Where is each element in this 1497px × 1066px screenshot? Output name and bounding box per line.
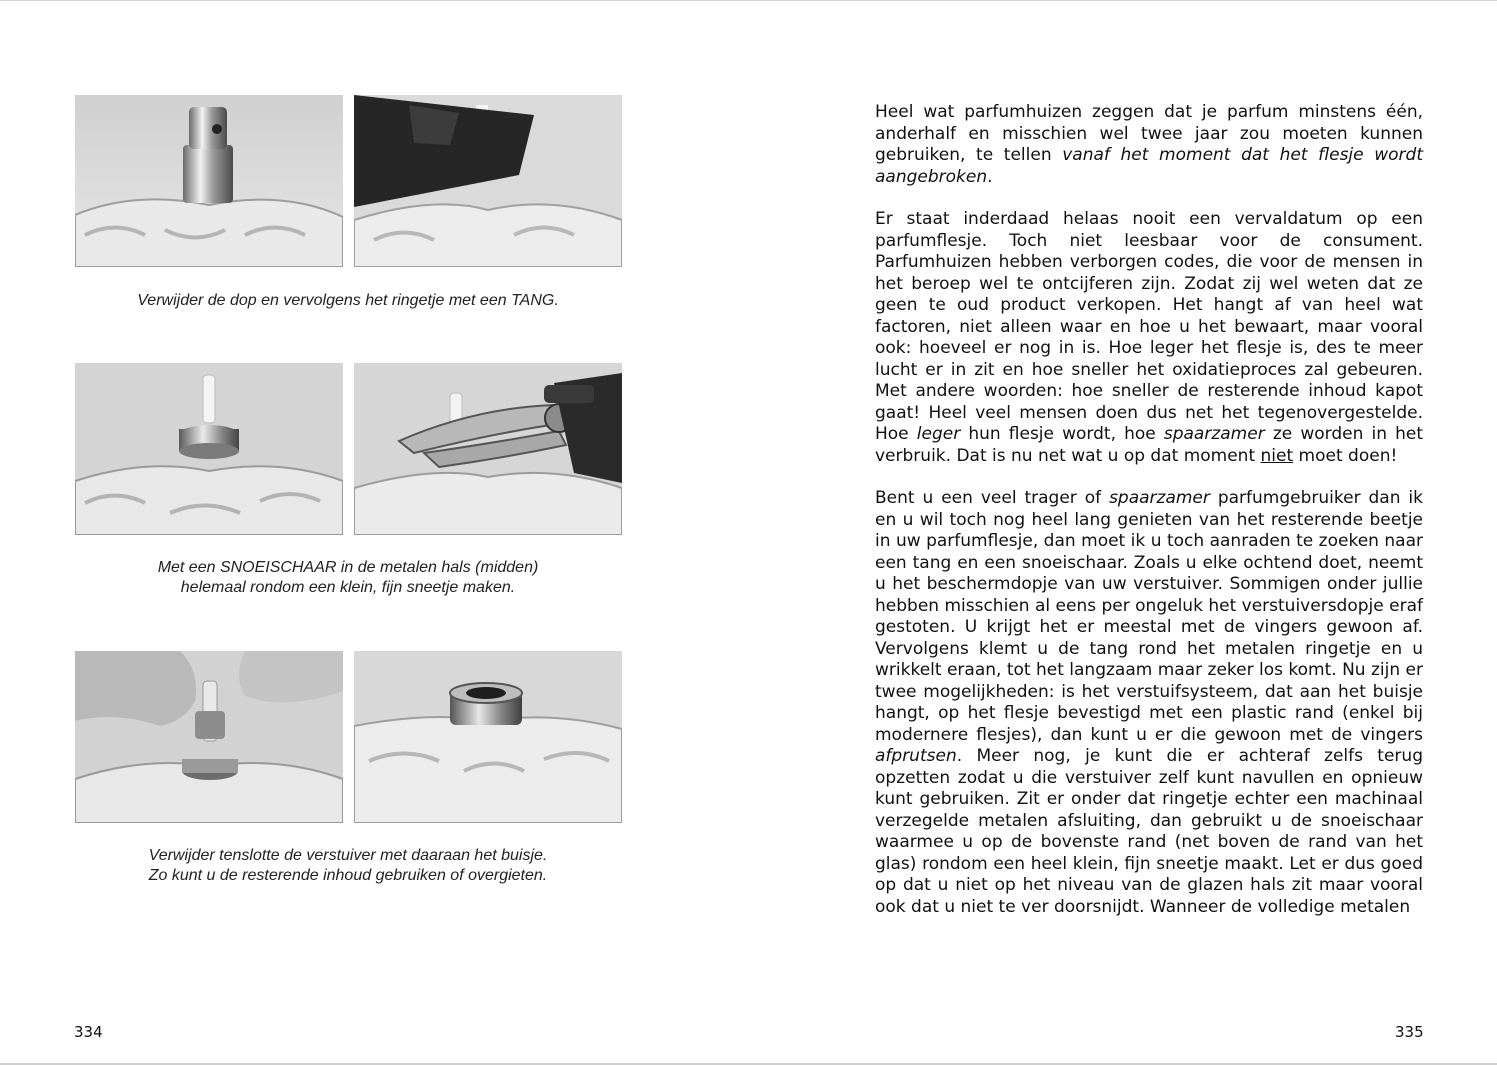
caption-line: Verwijder de dop en vervolgens het ringetje met een TANG. <box>137 292 559 309</box>
photo-pruning-shears <box>354 363 622 535</box>
paragraph: Heel wat parfumhuizen zeggen dat je parfum minstens één, anderhalf en misschien wel twee jaar zou moeten kunnen gebruiken, te tellen vanaf het moment dat het flesje wordt aangebroken. <box>875 102 1423 187</box>
caption-step-2 <box>74 558 622 598</box>
photo-bottle-with-cap <box>75 95 343 267</box>
photo-open-bottle-neck <box>354 651 622 823</box>
body-text <box>875 102 1423 939</box>
caption-line: helemaal rondom een klein, fijn sneetje maken. <box>180 579 516 596</box>
caption-line: Zo kunt u de resterende inhoud gebruiken of overgieten. <box>148 867 548 884</box>
page-edge-bottom <box>0 1063 1497 1065</box>
page-number-right: 335 <box>1395 1023 1424 1041</box>
caption-line: Verwijder tenslotte de verstuiver met daaraan het buisje. <box>148 847 548 864</box>
caption-step-3 <box>74 846 622 886</box>
paragraph: Er staat inderdaad helaas nooit een vervaldatum op een parfumflesje. Toch niet leesbaar voor de consument. Parfumhuizen hebben verborgen codes, die voor de mensen in het beroep wel te ontcijferen zijn. Zodat zij wel weten dat ze geen te oud product verkopen. Het hangt af van heel wat factoren, niet alleen waar en hoe u het bewaart, maar vooral ook: hoeveel er nog in is. Hoe leger het flesje is, des te meer lucht er in zit en hoe sneller het oxidatieproces zal gebeuren. Met andere woorden: hoe sneller de resterende inhoud kapot gaat! Heel veel mensen doen dus net het tegenovergestelde. Hoe leger hun flesje wordt, hoe spaarzamer ze worden in het verbruik. Dat is nu net wat u op dat moment niet moet doen! <box>875 209 1423 466</box>
photo-fingers-removing-sprayer <box>75 651 343 823</box>
photo-pliers-removing-ring <box>354 95 622 267</box>
paragraph: Bent u een veel trager of spaarzamer parfumgebruiker dan ik en u wil toch nog heel lang genieten van het resterende beetje in uw parfumflesje, dan moet ik u toch aanraden te zoeken naar een tang en een snoeischaar. Zoals u elke ochtend doet, neemt u het beschermdopje van uw verstuiver. Sommigen onder jullie hebben misschien al eens per ongeluk het verstuiversdopje eraf gestoten. U krijgt het er meestal met de vingers gewoon af. Vervolgens klemt u de tang rond het metalen ringetje en u wrikkelt eraan, tot het langzaam maar zeker los komt. Nu zijn er twee mogelijkheden: is het verstuifsysteem, dat aan het buisje hangt, op het flesje bevestigd met een plastic rand (enkel bij modernere flesjes), dan kunt u er die gewoon met de vingers afprutsen. Meer nog, je kunt die er achteraf zelfs terug opzetten zodat u die verstuiver zelf kunt navullen en opnieuw kunt gebruiken. Zit er onder dat ringetje echter een machinaal verzegelde metalen afsluiting, dan gebruikt u de snoeischaar waarmee u op de bovenste rand (net boven de rand van het glas) rondom een heel klein, fijn sneetje maakt. Let er dus goed op dat u niet op het niveau van de glazen hals zit maar vooral ook dat u niet te ver doorsnijdt. Wanneer de volledige metalen <box>875 488 1423 917</box>
photo-bottle-metal-neck <box>75 363 343 535</box>
caption-step-1 <box>74 291 622 311</box>
page-edge-top <box>0 0 1497 1</box>
caption-line: Met een SNOEISCHAAR in de metalen hals (midden) <box>157 559 539 576</box>
page-number-left: 334 <box>74 1023 103 1041</box>
